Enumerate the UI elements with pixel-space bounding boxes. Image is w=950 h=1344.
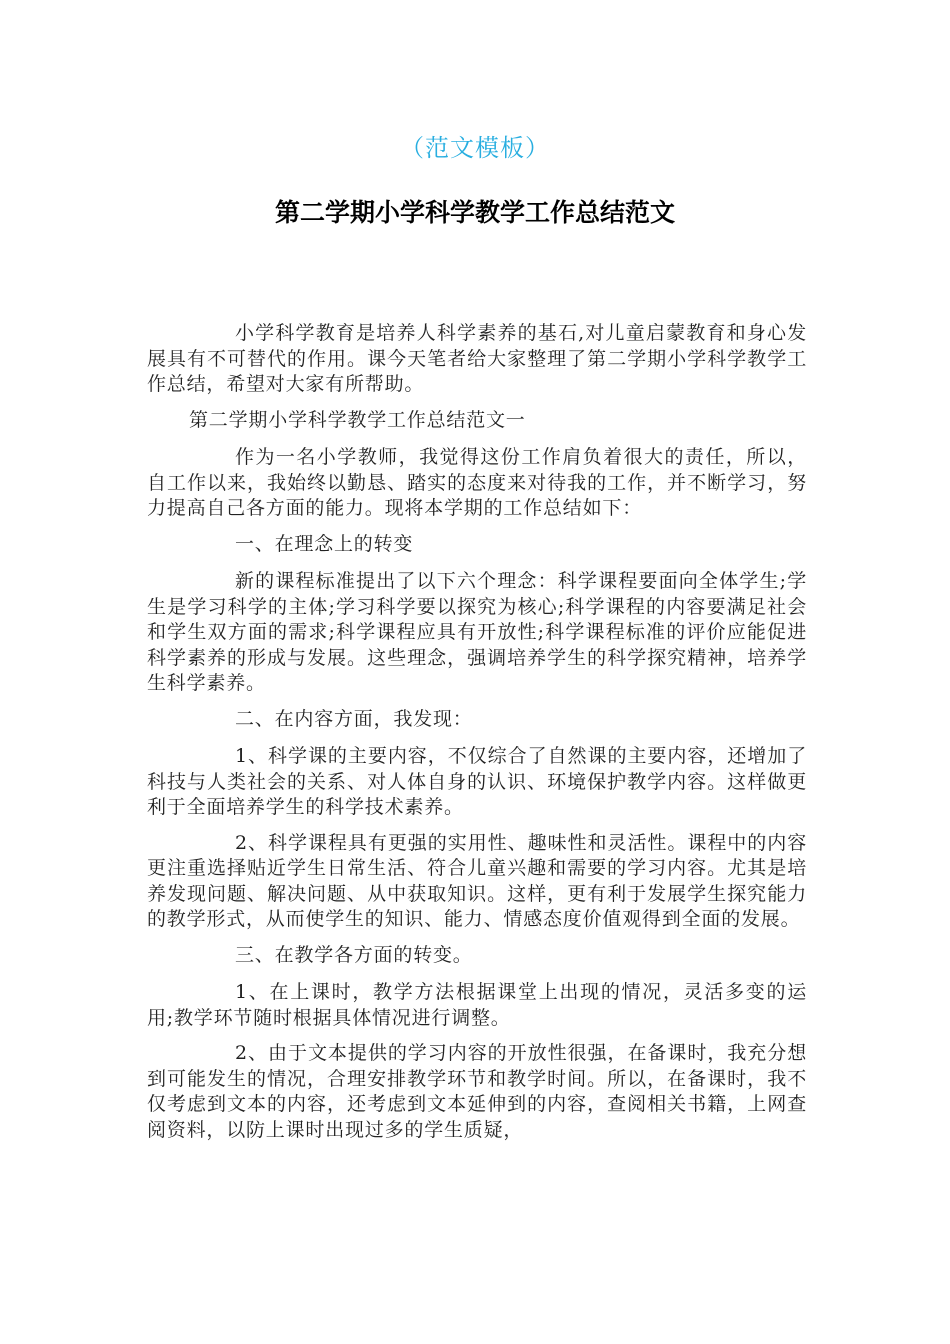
section-heading-1: 一、在理念上的转变	[235, 532, 414, 555]
section-heading-2: 二、在内容方面，我发现：	[235, 707, 473, 730]
section-heading-3: 三、在教学各方面的转变。	[235, 943, 473, 966]
body-paragraph: 2、科学课程具有更强的实用性、趣味性和灵活性。课程中的内容更注重选择贴近学生日常生活、符合儿童兴趣和需要的学习内容。尤其是培养发现问题、解决问题、从中获取知识。这样，更有利于发展学生探究能力的教学形式，从而使学生的知识、能力、情感态度价值观得到全面的发展。	[147, 831, 807, 930]
body-paragraph: 2、由于文本提供的学习内容的开放性很强，在备课时，我充分想到可能发生的情况，合理安排教学环节和教学时间。所以，在备课时，我不仅考虑到文本的内容，还考虑到文本延伸到的内容，查阅相关书籍，上网查阅资料，以防上课时出现过多的学生质疑，	[147, 1042, 807, 1141]
template-tag: （范文模板）	[400, 134, 550, 162]
intro-paragraph: 小学科学教育是培养人科学素养的基石,对儿童启蒙教育和身心发展具有不可替代的作用。课今天笔者给大家整理了第二学期小学科学教学工作总结，希望对大家有所帮助。	[147, 322, 807, 395]
body-paragraph: 1、在上课时，教学方法根据课堂上出现的情况，灵活多变的运用;教学环节随时根据具体情况进行调整。	[147, 981, 807, 1029]
document-body	[147, 321, 807, 1153]
body-paragraph: 1、科学课的主要内容，不仅综合了自然课的主要内容，还增加了科技与人类社会的关系、对人体自身的认识、环境保护教学内容。这样做更利于全面培养学生的科学技术素养。	[147, 745, 807, 818]
document-title: 第二学期小学科学教学工作总结范文	[274, 198, 675, 227]
body-paragraph: 作为一名小学教师，我觉得这份工作肩负着很大的责任，所以，自工作以来，我始终以勤恳、踏实的态度来对待我的工作，并不断学习，努力提高自己各方面的能力。现将本学期的工作总结如下：	[147, 446, 807, 519]
section-subtitle: 第二学期小学科学教学工作总结范文一	[189, 408, 526, 431]
body-paragraph: 新的课程标准提出了以下六个理念：科学课程要面向全体学生;学生是学习科学的主体;学习科学要以探究为核心;科学课程的内容要满足社会和学生双方面的需求;科学课程应具有开放性;科学课程标准的评价应能促进科学素养的形成与发展。这些理念，强调培养学生的科学探究精神，培养学生科学素养。	[147, 570, 807, 694]
